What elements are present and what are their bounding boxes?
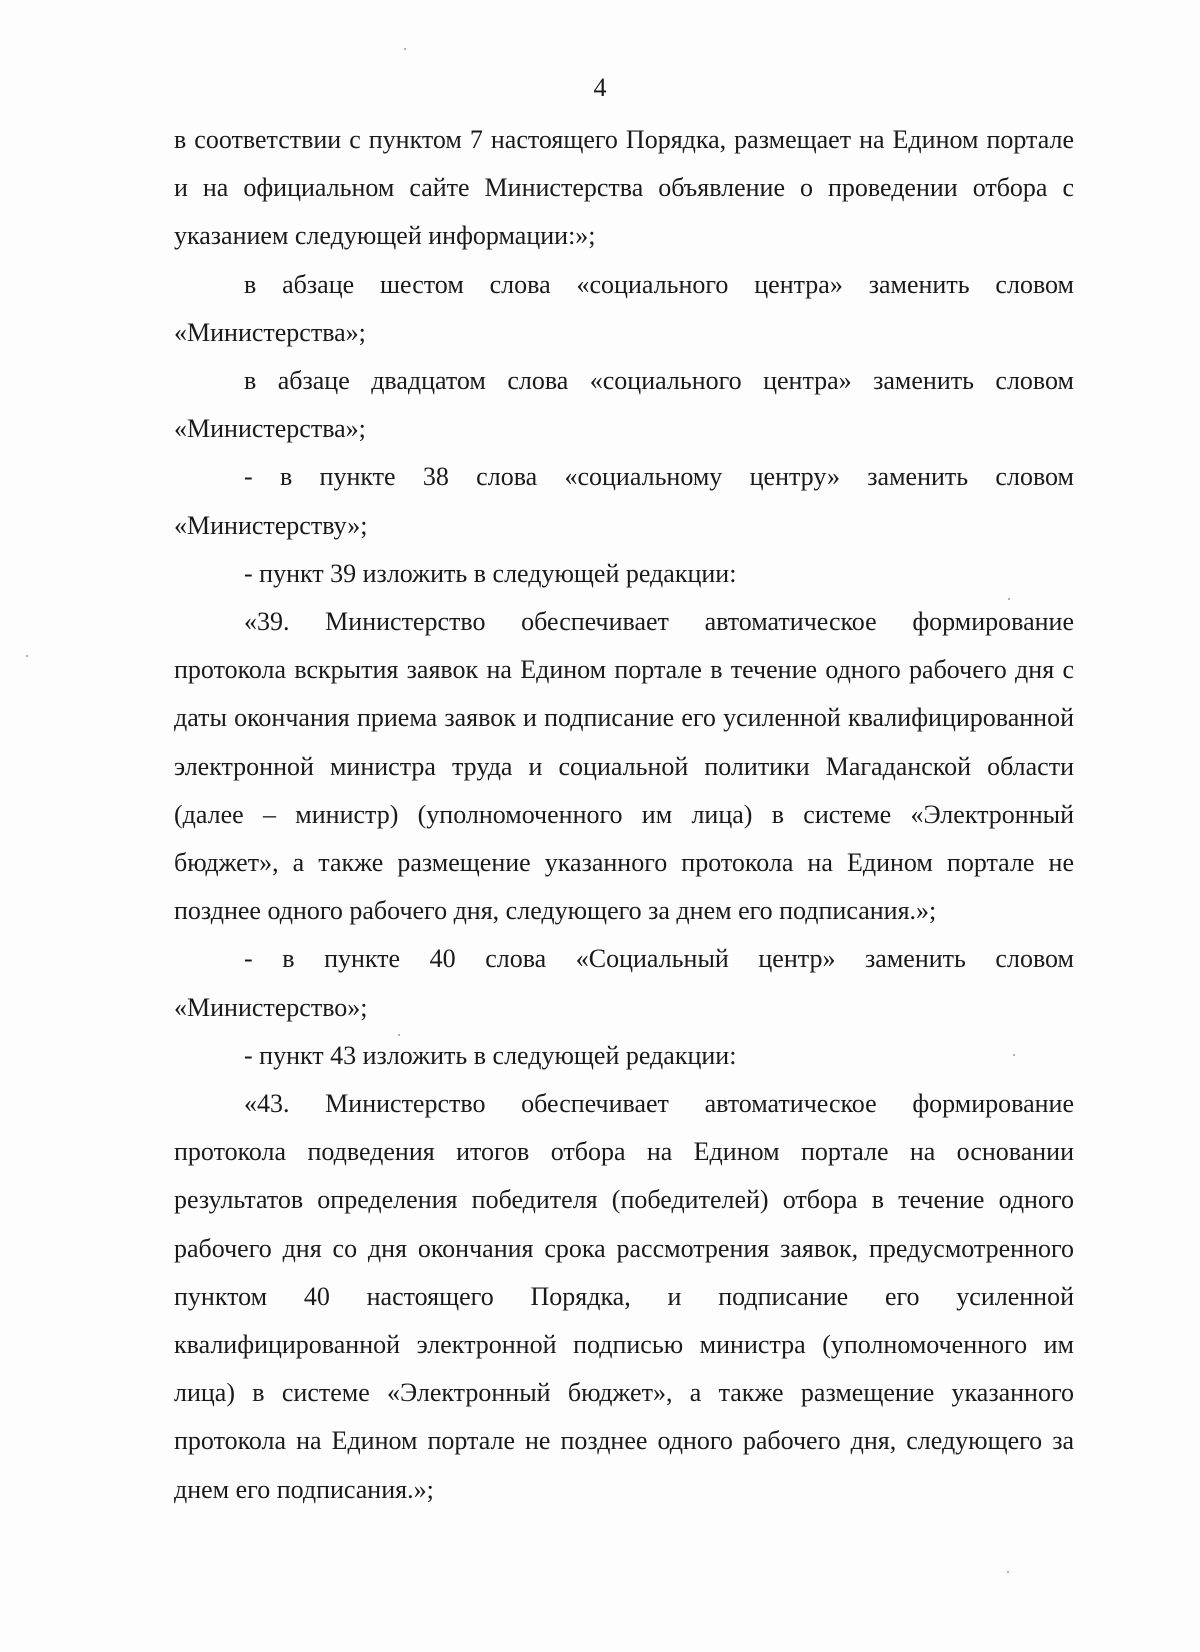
paragraph: в абзаце двадцатом слова «социального центра» заменить словом «Министерства»; [174, 366, 1074, 444]
paragraph: в абзаце шестом слова «социального центра» заменить словом «Министерства»; [174, 269, 1074, 347]
scan-speck [404, 48, 406, 50]
document-body [174, 116, 1074, 1514]
paragraph: в соответствии с пунктом 7 настоящего Порядка, размещает на Едином портале и на официальном сайте Министерства объявление о проведении отбора с указанием следующей информации:»; [174, 125, 1074, 251]
paragraph: - пункт 39 изложить в следующей редакции: [244, 558, 737, 588]
page-number: 4 [593, 73, 607, 102]
paragraph: «43. Министерство обеспечивает автоматическое формирование протокола подведения итогов отбора на Едином портале на основании результатов определения победителя (победителей) отбора в течение одного рабочего дня со дня окончания срока рассмотрения заявок, предусмотренного пунктом 40 настоящего Порядка, и подписание его усиленной квалифицированной электронной подписью министра (уполномоченного им лица) в системе «Электронный бюджет», а также размещение указанного протокола на Едином портале не позднее одного рабочего дня, следующего за днем его подписания.»; [174, 1089, 1074, 1504]
scan-speck [1008, 598, 1010, 600]
paragraph: «39. Министерство обеспечивает автоматическое формирование протокола вскрытия заявок на Едином портале в течение одного рабочего дня с даты окончания приема заявок и подписание его усиленной квалифицированной электронной министра труда и социальной политики Магаданской области (далее – министр) (уполномоченного им лица) в системе «Электронный бюджет», а также размещение указанного протокола на Едином портале не позднее одного рабочего дня, следующего за днем его подписания.»; [174, 607, 1074, 926]
scan-speck [398, 1034, 400, 1036]
paragraph: - в пункте 40 слова «Социальный центр» заменить словом «Министерство»; [174, 944, 1074, 1022]
paragraph: - пункт 43 изложить в следующей редакции: [244, 1040, 737, 1070]
scan-speck [1013, 1054, 1015, 1056]
paragraph: - в пункте 38 слова «социальному центру» заменить словом «Министерству»; [174, 462, 1074, 540]
scan-speck [1007, 1571, 1009, 1573]
scan-speck [26, 655, 28, 657]
